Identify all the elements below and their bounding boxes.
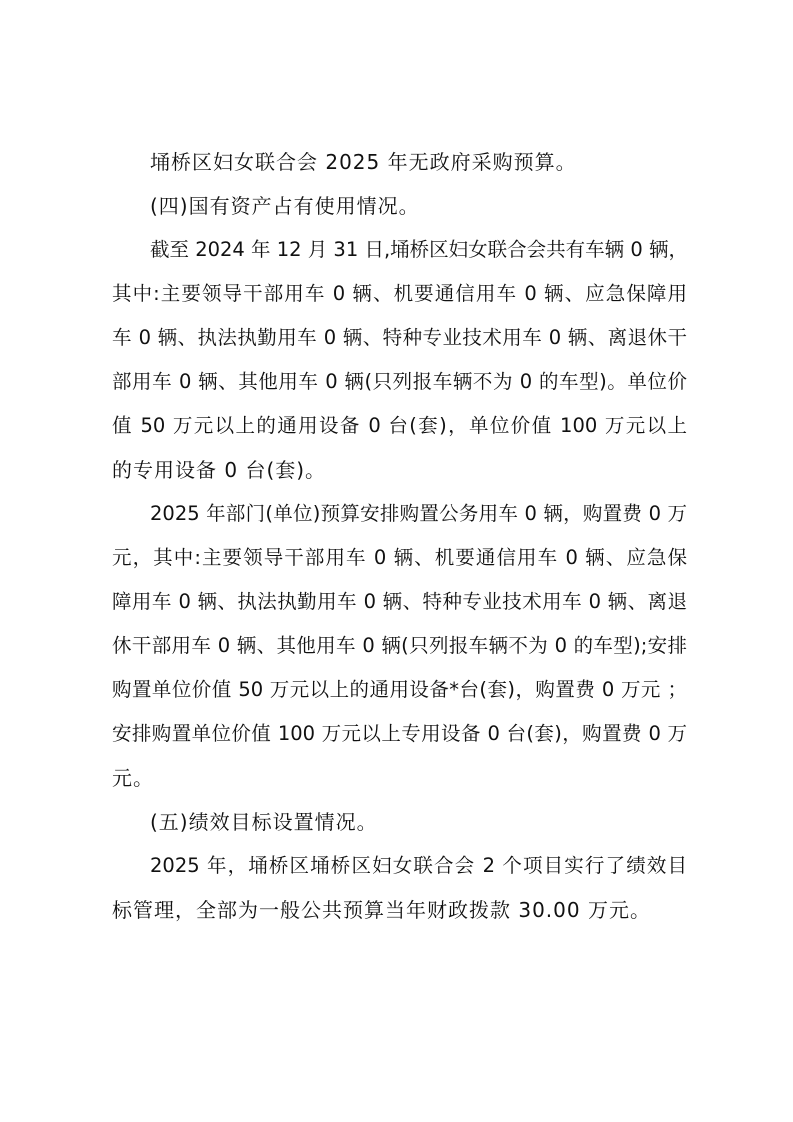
paragraph-line: 休干部用车 0 辆、其他用车 0 辆(只列报车辆不为 0 的车型);安排 [112, 634, 687, 657]
paragraph-line: 标管理，全部为一般公共预算当年财政拨款 30.00 万元。 [112, 898, 651, 922]
paragraph-line: 购置单位价值 50 万元以上的通用设备*台(套)，购置费 0 万元 ； [112, 678, 687, 701]
paragraph-line: 2025 年，埇桥区埇桥区妇女联合会 2 个项目实行了绩效目 [150, 854, 687, 877]
paragraph-line: 车 0 辆、执法执勤用车 0 辆、特种专业技术用车 0 辆、离退休干 [112, 326, 687, 349]
paragraph-line: 部用车 0 辆、其他用车 0 辆(只列报车辆不为 0 的车型)。单位价 [112, 370, 687, 393]
paragraph-line: 的专用设备 0 台(套)。 [112, 458, 327, 482]
paragraph-line: 埇桥区妇女联合会 2025 年无政府采购预算。 [150, 150, 577, 174]
paragraph-line: 障用车 0 辆、执法执勤用车 0 辆、特种专业技术用车 0 辆、离退 [112, 590, 687, 613]
paragraph-line: 值 50 万元以上的通用设备 0 台(套)，单位价值 100 万元以上 [112, 414, 687, 437]
paragraph-line: 元。 [112, 766, 154, 790]
paragraph-line: 2025 年部门(单位)预算安排购置公务用车 0 辆，购置费 0 万 [150, 502, 687, 525]
paragraph-line: 安排购置单位价值 100 万元以上专用设备 0 台(套)，购置费 0 万 [112, 722, 687, 745]
section-heading: (五)绩效目标设置情况。 [150, 810, 378, 834]
paragraph-line: 元，其中:主要领导干部用车 0 辆、机要通信用车 0 辆、应急保 [112, 546, 687, 569]
paragraph-line: 其中:主要领导干部用车 0 辆、机要通信用车 0 辆、应急保障用 [112, 282, 687, 305]
section-heading: (四)国有资产占有使用情况。 [150, 194, 420, 218]
paragraph-line: 截至 2024 年 12 月 31 日,埇桥区妇女联合会共有车辆 0 辆， [150, 238, 688, 261]
